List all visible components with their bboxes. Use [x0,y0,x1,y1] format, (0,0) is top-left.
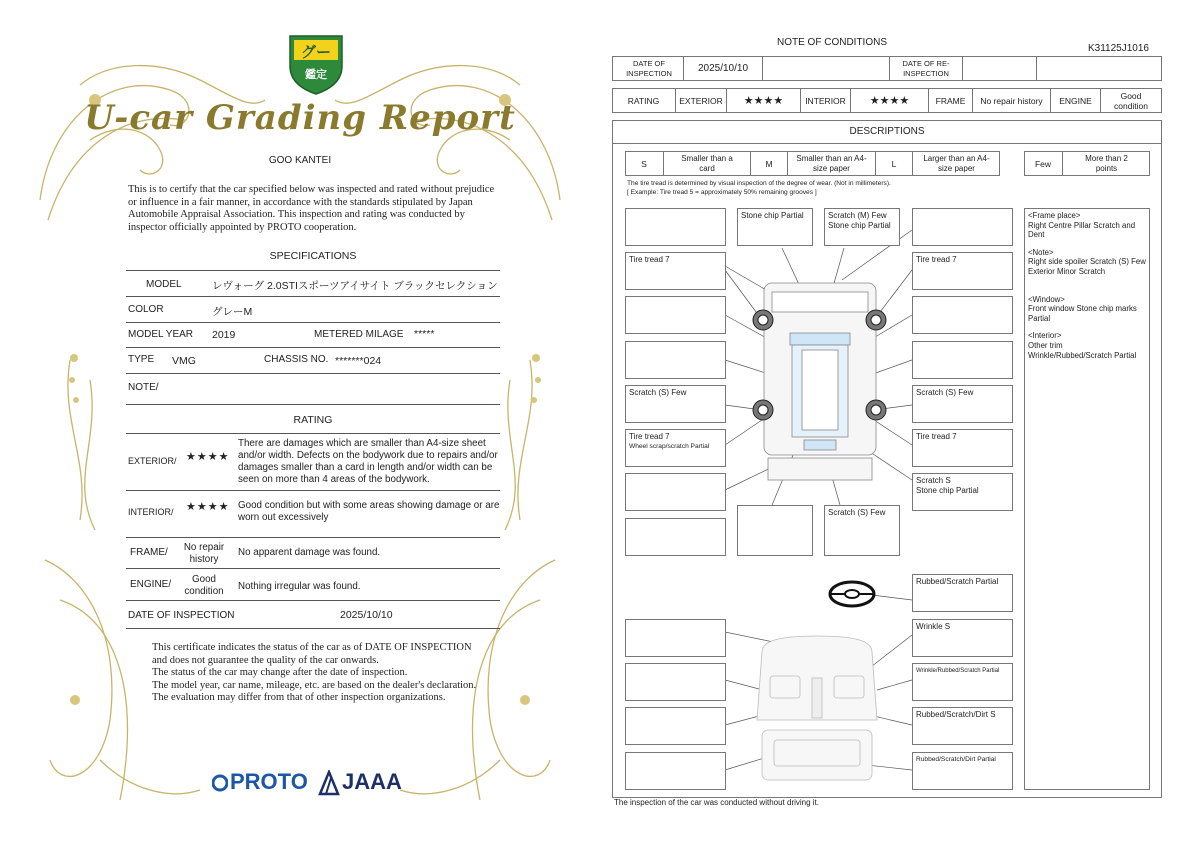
note-line: Wrinkle/Rubbed/Scratch Partial [1028,350,1137,360]
note-line: Exterior Minor Scratch [1028,266,1106,276]
proto-logo-icon [212,772,228,794]
note-line: <Window> [1028,294,1065,304]
disclaimer-line: The status of the car may change after the date of inspection. [152,667,408,678]
mileage-value: ***** [414,328,435,340]
exterior-label: EXTERIOR/ [128,456,177,466]
annotation-box-right-rear-scratch: Scratch S Stone chip Partial [912,473,1013,511]
interior-label: INTERIOR/ [128,507,174,517]
interior-label: INTERIOR [805,95,846,106]
chassis-value: *******024 [335,355,382,367]
legend-s-desc: Smaller than a card [681,153,733,173]
mileage-label: METERED MILAGE [314,329,404,340]
annotation-box-empty [912,208,1013,246]
reinspection-label: DATE OF RE-INSPECTION [902,58,950,78]
conditions-footer: The inspection of the car was conducted without driving it. [614,798,819,807]
annotation-box-empty [625,707,726,745]
divider [126,347,500,348]
annotation-box-empty [625,473,726,511]
annotation-box-wrinkle: Wrinkle S [912,619,1013,657]
divider [126,373,500,374]
interior-stars: ★★★★ [186,501,230,513]
annotation-box-stone-chip: Stone chip Partial [737,208,813,246]
annotation-box-left-rear-tire [625,429,726,467]
reference-number: K31125J1016 [1088,43,1149,54]
steering-wheel-icon [830,582,874,606]
jaaa-logo-icon [318,770,340,796]
annotation-box-empty [625,752,726,790]
note-line: Front window Stone chip marks Partial [1028,304,1137,323]
engine-value: Good condition [1113,90,1149,111]
divider [126,490,500,491]
rating-heading: RATING [293,414,333,426]
cell-divider [962,56,963,81]
date-of-inspection-value: 2025/10/10 [697,62,749,74]
divider [612,143,1162,144]
note-line [1028,277,1146,295]
divider [126,600,500,601]
divider [126,568,500,569]
exterior-stars: ★★★★ [186,451,230,463]
annotation-box-bottom-scratch: Scratch (S) Few [824,505,900,556]
annotation-box-steering: Rubbed/Scratch Partial [912,574,1013,612]
exterior-stars: ★★★★ [743,94,784,107]
annotation-box-empty [737,505,813,556]
left-rear-tire-text: Tire tread 7 [629,432,670,441]
model-value: レヴォーグ 2.0STIスポーツアイサイト ブラックセレクション [212,280,498,292]
note-line [1028,323,1146,331]
cell-divider [1036,56,1037,81]
exterior-description: There are damages which are smaller than A4-size sheet and/or width. Defects on the bodywork due to repairs and/or damages smaller than a card in length and/or width can be seen on more than 4 areas of the bodywork. [238,438,498,485]
date-of-inspection-label: DATE OF INSPECTION [626,58,672,78]
engine-label: ENGINE/ [130,579,172,590]
color-value: グレーM [212,306,253,318]
notes-panel [1024,208,1150,790]
divider [126,433,500,434]
color-label: COLOR [128,304,164,315]
frame-value: No repair history [980,95,1043,106]
note-line: <Note> [1028,247,1054,257]
divider [126,404,500,405]
frame-label: FRAME [935,95,966,106]
frame-label: FRAME/ [130,547,168,558]
descriptions-heading: DESCRIPTIONS [849,125,925,137]
annotation-box-right-rear-tire: Tire tread 7 [912,429,1013,467]
annotation-box-right-front-tire: Tire tread 7 [912,252,1013,290]
inspection-date-value: 2025/10/10 [340,609,393,621]
annotation-box-empty [625,619,726,657]
annotation-box-wrinkle-rubbed: Wrinkle/Rubbed/Scratch Partial [912,663,1013,701]
note-label: NOTE/ [128,382,159,393]
note-line: Right Centre Pillar Scratch and Dent [1028,220,1136,240]
engine-label: ENGINE [1059,95,1092,106]
note-line: Right side spoiler Scratch (S) Few [1028,257,1146,267]
disclaimer-line: The model year, car name, mileage, etc. are based on the dealer's declaration. [152,679,477,691]
disclaimer-line: The evaluation may differ from that of other inspection organizations. [152,692,446,703]
certificate-disclaimer [152,642,482,705]
tread-example: [ Example: Tire tread 5 = approximately 50% remaining grooves ] [627,189,817,196]
annotation-box-empty [625,518,726,556]
divider [126,296,500,297]
engine-description: Nothing irregular was found. [238,581,361,592]
legend-l-desc: Larger than an A4-size paper [923,153,990,173]
badge-top-text: グー [300,44,332,61]
jaaa-logo-text: JAAA [342,769,402,794]
annotation-box-left-scratch: Scratch (S) Few [625,385,726,423]
note-line: <Interior> [1028,331,1062,341]
annotation-box-empty [912,296,1013,334]
exterior-label: EXTERIOR [679,95,723,106]
rating-label: RATING [627,95,660,106]
note-line: Other trim [1028,340,1063,350]
chassis-label: CHASSIS NO. [264,354,329,365]
type-value: VMG [172,355,196,367]
legend-m-desc: Smaller than an A4-size paper [796,153,867,173]
cell-divider [762,56,763,81]
annotation-box-empty [625,341,726,379]
frame-description: No apparent damage was found. [238,547,381,558]
divider [126,270,500,271]
legend-s: S [641,158,647,169]
certificate-intro: This is to certify that the car specified below was inspected and rated without prejudice or influence in a fair manner, in accordance with the standards stipulated by Japan Automobile Appraisal Association. This inspection and rating was conducted by inspector officially appointed by PROTO cooperation. [128,184,495,233]
certificate-subtitle: GOO KANTEI [268,155,332,166]
model-label: MODEL [146,279,182,290]
type-label: TYPE [128,354,155,365]
annotation-box-rubbed-dirt: Rubbed/Scratch/Dirt S [912,707,1013,745]
frame-value: No repair history [183,542,225,565]
annotation-box-right-scratch: Scratch (S) Few [912,385,1013,423]
goo-kantei-badge-icon [286,30,346,96]
annotation-box-empty [912,341,1013,379]
model-year-value: 2019 [212,329,236,341]
left-rear-wheel-text: Wheel scrap/scratch Partial [629,443,710,450]
annotation-box-empty [625,208,726,246]
legend-l: L [891,158,897,169]
disclaimer-line: This certificate indicates the status of the car as of DATE OF INSPECTION and does not guarantee the quality of the car onwards. [152,642,472,666]
annotation-box-left-front-tire: Tire tread 7 [625,252,726,290]
badge-bottom-text: 鑑定 [305,68,327,81]
tread-note: The tire tread is determined by visual inspection of the degree of wear. (Not in millimeters). [627,180,891,187]
cell-divider [889,56,890,81]
model-year-label: MODEL YEAR [128,329,194,340]
note-line: <Frame place> [1028,211,1081,220]
inspection-date-label: DATE OF INSPECTION [128,610,235,621]
interior-description: Good condition but with some areas showing damage or are worn out excessively [238,500,500,523]
legend-few-desc: More than 2 points [1085,153,1128,173]
interior-stars: ★★★★ [869,94,910,107]
legend-m: M [765,158,773,169]
divider [126,322,500,323]
legend-few-label: Few [1034,158,1052,169]
proto-logo-text: PROTO [230,769,308,794]
specifications-heading: SPECIFICATIONS [269,250,357,262]
divider [126,537,500,538]
annotation-box-empty [625,296,726,334]
note-line [1028,240,1146,248]
engine-value: Good condition [184,574,224,597]
annotation-box-rubbed-dirt-partial: Rubbed/Scratch/Dirt Partial [912,752,1013,790]
divider [126,628,500,629]
annotation-box-empty [625,663,726,701]
conditions-title: NOTE OF CONDITIONS [777,37,887,48]
annotation-box-scratch-m: Scratch (M) Few Stone chip Partial [824,208,900,246]
certificate-title: U-car Grading Report [84,98,516,138]
